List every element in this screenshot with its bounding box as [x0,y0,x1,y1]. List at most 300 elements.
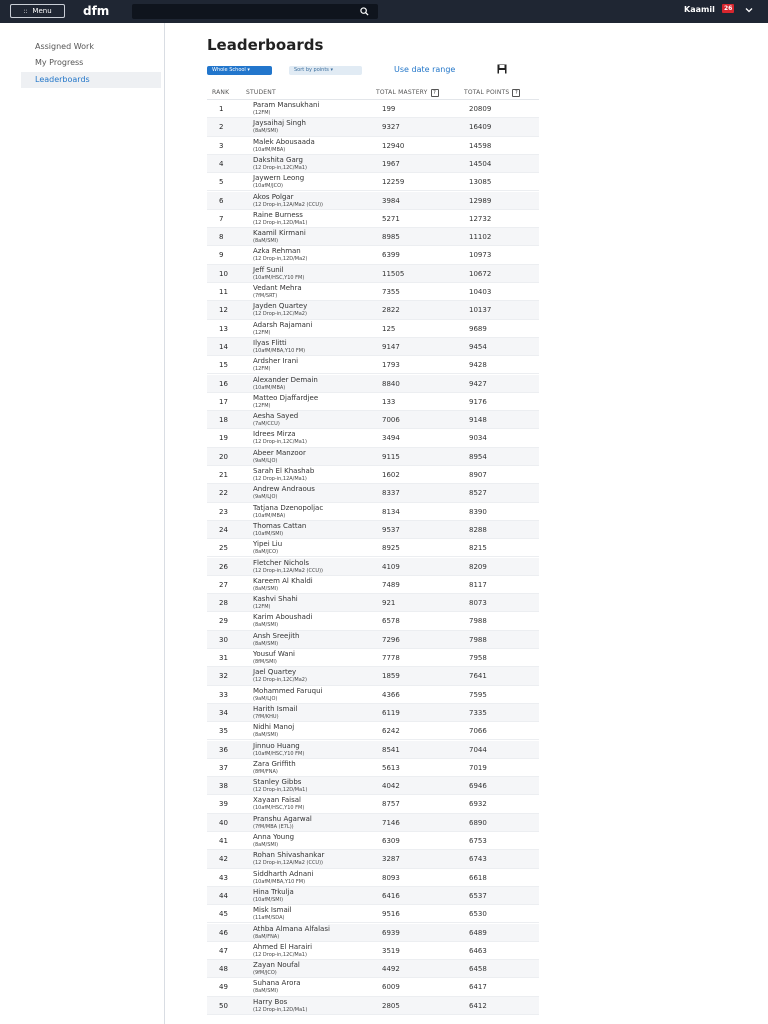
chevron-down-icon[interactable] [745,6,753,14]
mastery-cell: 7355 [382,288,400,296]
student-name: Kareem Al Khaldi [253,576,313,585]
student-group: (12FM) [253,329,271,336]
mastery-cell: 921 [382,599,396,608]
student-group: (11afM/SDA) [253,915,285,922]
student-name: Adarsh Rajamani [253,320,313,329]
rank-cell: 31 [219,654,228,662]
student-group: (10afM/MBA) [253,384,286,391]
student-name: Fletcher Nichols [253,558,310,567]
student-group: (10afM/MBA,Y10 FM) [253,878,306,885]
mastery-cell: 12940 [382,141,405,150]
student-name: Abeer Manzoor [253,448,306,457]
points-cell: 6530 [469,910,487,919]
points-cell: 8954 [469,452,487,461]
table-row [207,686,539,704]
points-cell: 6890 [469,818,487,827]
student-name: Yousuf Wani [253,650,295,658]
student-name: Ansh Sreejith [253,631,300,640]
table-row [207,466,539,484]
mastery-cell: 7006 [382,416,400,425]
mastery-cell: 1967 [382,159,400,168]
points-cell: 8209 [469,562,487,571]
rank-cell: 4 [219,159,224,168]
student-name: Idrees Mirza [253,430,296,439]
mastery-cell: 1793 [382,361,400,370]
points-cell: 7641 [469,672,487,681]
rank-cell: 34 [219,708,228,717]
student-name: Param Mansukhani [253,101,320,109]
rank-cell: 10 [219,269,228,278]
student-name: Nidhi Manoj [253,723,295,732]
student-name: Alexander Demain [253,375,318,384]
rank-cell: 19 [219,434,228,443]
table-row [207,484,539,502]
mastery-cell: 6578 [382,617,400,626]
mastery-cell: 8925 [382,544,400,553]
dropdown-icon: ▾ [330,67,334,73]
points-cell: 9428 [469,361,487,370]
points-cell: 9689 [469,324,487,333]
student-group: (12 Drop-in,12D/Ma1) [253,787,308,794]
table-row [207,356,539,374]
table-row [207,558,539,576]
mastery-cell: 6416 [382,891,400,900]
mastery-cell: 8985 [382,233,400,242]
mastery-cell: 6309 [382,837,400,845]
mastery-cell: 1602 [382,471,400,479]
mastery-cell: 2805 [382,1001,400,1010]
student-name: Ilyas Flitti [253,338,287,347]
table-row [207,429,539,447]
student-group: (10afM/JCO) [253,183,283,190]
table-row [207,265,539,283]
table-row [207,210,539,228]
table-row [207,612,539,630]
mastery-header-label: TOTAL MASTERY [376,89,428,96]
student-name: Dakshita Garg [253,155,303,164]
points-cell: 8073 [469,599,487,608]
student-name: Anna Young [253,833,295,841]
table-row [207,978,539,996]
points-cell: 7595 [469,690,487,699]
table-row [207,649,539,667]
rank-cell: 1 [219,105,224,113]
table-row [207,228,539,246]
student-group: (12FM) [253,366,271,373]
table-row [207,869,539,887]
table-row [207,832,539,850]
student-group: (8aM/SMI) [253,640,279,647]
student-name: Harith Ismail [253,704,298,713]
mastery-cell: 133 [382,397,396,406]
rank-cell: 36 [219,745,228,754]
page-title: Leaderboards [207,36,324,54]
points-cell: 10973 [469,251,492,260]
student-name: Yipei Liu [253,540,283,549]
table-row [207,448,539,466]
student-name: Zayan Noufal [253,961,300,970]
rank-cell: 50 [219,1001,228,1010]
mastery-cell: 6119 [382,708,400,717]
student-name: Jaywern Leong [253,174,305,183]
points-cell: 10137 [469,306,492,315]
student-name: Jayden Quartey [253,302,308,311]
student-name: Kaamil Kirmani [253,229,306,238]
student-group: (10afM/SMI) [253,530,284,537]
mastery-cell: 6242 [382,727,400,736]
student-name: Pranshu Agarwal [253,814,312,823]
mastery-cell: 9115 [382,452,400,461]
sidebar [0,23,165,1024]
student-name: Jeff Sunil [253,265,284,274]
points-cell: 6458 [469,965,487,974]
student-name: Harry Bos [253,997,288,1006]
points-cell: 6537 [469,891,487,900]
points-cell: 14504 [469,159,492,168]
rank-cell: 14 [219,342,228,351]
table-row [207,338,539,356]
table-row [207,887,539,905]
mastery-cell: 6399 [382,251,400,260]
notification-badge[interactable]: 26 [724,5,733,12]
student-group: (8aM/SMI) [253,622,279,629]
table-row [207,173,539,191]
student-group: (8aM/SMI) [253,238,279,245]
points-cell: 6932 [469,800,487,809]
user-name[interactable]: Kaamil [684,5,715,14]
student-name: Mohammed Faruqui [253,686,323,695]
mastery-cell: 5271 [382,214,400,223]
rank-cell: 17 [219,397,228,406]
rank-cell: 16 [219,379,228,388]
logo[interactable]: dfm [83,4,110,18]
student-name: Raine Burness [253,210,303,219]
student-group: (12FM) [253,110,271,116]
mastery-cell: 199 [382,105,396,113]
table-row [207,375,539,393]
student-group: (12 Drop-in,12A/Ma2 (CCU)) [253,567,323,574]
rank-cell: 42 [219,855,228,864]
rank-cell: 2 [219,123,224,132]
mastery-cell: 8757 [382,800,400,809]
table-row [207,960,539,978]
student-group: (12FM) [253,402,271,409]
points-cell: 7066 [469,727,487,736]
menu-button[interactable] [10,4,65,18]
student-name: Akos Polgar [253,192,294,201]
rank-cell: 39 [219,800,228,809]
rank-cell: 25 [219,544,228,553]
table-row [207,503,539,521]
rank-cell: 22 [219,489,228,498]
menu-grip-icon: :: [23,8,28,15]
student-group: (10afM/HSC,Y10 FM) [253,750,305,757]
mastery-cell: 4042 [382,782,400,791]
points-cell: 9034 [469,434,487,443]
rank-cell: 45 [219,910,228,919]
table-row [207,594,539,612]
points-cell: 6489 [469,928,487,937]
points-cell: 7019 [469,763,487,772]
rank-cell: 9 [219,251,224,260]
student-name: Jinnuo Huang [253,741,300,750]
student-name: Hina Trkulja [253,887,294,896]
table-row [207,631,539,649]
student-group: (9aM/LJO) [253,494,278,501]
rank-cell: 41 [219,837,228,845]
table-row [207,850,539,868]
table-row [207,777,539,795]
student-name: Jaysaihaj Singh [253,119,306,128]
points-help-icon[interactable]: ? [512,89,520,97]
student-group: (9fM/JCO) [253,970,277,977]
student-name: Tatjana Dzenopoljac [253,503,324,512]
student-group: (12FM) [253,604,271,611]
student-group: (7fM/SRT) [253,293,278,299]
student-group: (12 Drop-in,12C/Ma2) [253,677,307,684]
table-row [207,905,539,923]
table-row [207,283,539,301]
mastery-header [376,87,439,99]
mastery-cell: 125 [382,324,396,333]
student-group: (10afM/MBA,Y10 FM) [253,347,306,354]
table-header [207,87,539,100]
student-name: Zara Griffith [253,759,296,768]
mastery-cell: 8093 [382,873,400,882]
student-header: STUDENT [246,89,276,96]
student-group: (12 Drop-in,12D/Ma1) [253,1006,308,1013]
table-row [207,997,539,1015]
rank-cell: 3 [219,141,224,150]
mastery-cell: 8840 [382,379,400,388]
student-group: (10afM/MBA) [253,146,286,153]
student-name: Misk Ismail [253,906,292,915]
rank-cell: 40 [219,818,228,827]
points-cell: 8390 [469,507,487,516]
table-row [207,942,539,960]
table-row [207,741,539,759]
student-group: (12 Drop-in,12A/Ma2 (CCU)) [253,201,323,208]
student-group: (9aM/LJO) [253,695,278,702]
student-group: (7fM/KHU) [253,713,279,720]
rank-cell: 12 [219,306,228,315]
table-row [207,118,539,136]
mastery-cell: 3519 [382,946,400,955]
student-group: (8fM/SMI) [253,659,277,665]
mastery-cell: 8541 [382,745,400,754]
points-cell: 20809 [469,105,492,113]
student-name: Ardsher Irani [253,357,299,366]
school-filter-label: Whole School [212,67,246,73]
student-name: Karim Aboushadi [253,613,313,622]
sidebar-item-my-progress[interactable]: My Progress [35,58,84,67]
mastery-cell: 6939 [382,928,400,937]
student-group: (10afM/SMI) [253,896,284,903]
mastery-cell: 9516 [382,910,400,919]
table-row [207,100,539,118]
student-name: Matteo Djaffardjee [253,393,319,402]
top-bar [0,0,768,23]
rank-cell: 49 [219,983,228,992]
points-cell: 12732 [469,214,492,223]
save-icon[interactable] [497,64,507,74]
mastery-cell: 7778 [382,654,400,662]
student-name: Rohan Shivashankar [253,851,325,860]
student-name: Athba Almana Alfalasi [253,924,330,933]
mastery-cell: 9537 [382,525,400,534]
table-row [207,301,539,319]
mastery-cell: 4492 [382,965,400,974]
table-row [207,155,539,173]
points-cell: 8288 [469,525,487,534]
mastery-cell: 1859 [382,672,400,681]
table-row [207,722,539,740]
points-cell: 7044 [469,745,487,754]
rank-cell: 23 [219,507,228,516]
student-group: (10afM/MBA) [253,512,286,519]
points-cell: 7988 [469,617,487,626]
points-header-label: TOTAL POINTS [464,89,510,96]
points-cell: 16409 [469,123,492,132]
rank-cell: 13 [219,324,228,333]
date-range-link[interactable]: Use date range [394,65,456,74]
student-name: Jael Quartey [253,668,297,677]
rank-cell: 7 [219,214,224,223]
points-cell: 6946 [469,782,487,791]
mastery-cell: 7296 [382,635,400,644]
mastery-help-icon[interactable]: ? [431,89,439,97]
student-name: Ahmed El Harairi [253,942,313,951]
mastery-cell: 11505 [382,269,405,278]
rank-cell: 35 [219,727,228,736]
mastery-cell: 7489 [382,580,400,589]
rank-cell: 33 [219,690,228,699]
student-name: Siddharth Adnani [253,869,314,878]
student-group: (12 Drop-in,12C/Ma1) [253,164,307,171]
rank-cell: 27 [219,580,228,589]
school-filter-dropdown[interactable] [207,66,272,75]
student-group: (8aM/SMI) [253,732,279,739]
rank-cell: 47 [219,946,228,955]
sidebar-item-leaderboards[interactable]: Leaderboards [21,72,161,88]
dropdown-icon: ▾ [247,67,250,73]
student-group: (12 Drop-in,12D/Ma2) [253,256,308,263]
student-name: Kashvi Shahi [253,595,298,604]
rank-cell: 37 [219,763,228,772]
rank-cell: 5 [219,178,224,187]
mastery-cell: 6009 [382,983,400,992]
rank-cell: 28 [219,599,228,608]
mastery-cell: 7146 [382,818,400,827]
table-row [207,539,539,557]
table-row [207,704,539,722]
menu-label: Menu [32,7,52,15]
student-group: (7aM/CCU) [253,421,280,428]
points-cell: 9427 [469,379,487,388]
rank-cell: 18 [219,416,228,425]
student-group: (8aM/SMI) [253,842,279,848]
sidebar-item-assigned-work[interactable]: Assigned Work [35,42,94,51]
search-icon[interactable] [360,7,369,16]
points-cell: 6753 [469,837,487,845]
mastery-cell: 9327 [382,123,400,132]
rank-cell: 15 [219,361,228,370]
table-row [207,393,539,411]
table-row [207,814,539,832]
points-cell: 8907 [469,471,487,479]
table-row [207,137,539,155]
student-group: (7fM/MBA (E7L)) [253,823,294,830]
rank-header: RANK [212,89,230,96]
points-cell: 8117 [469,580,487,589]
student-name: Xayaan Faisal [253,796,301,805]
points-cell: 10672 [469,269,492,278]
rank-cell: 6 [219,196,224,205]
sort-dropdown[interactable] [289,66,362,75]
student-name: Stanley Gibbs [253,778,302,787]
student-group: (12 Drop-in,12C/Ma1) [253,439,307,446]
rank-cell: 20 [219,452,228,461]
student-name: Suhana Arora [253,979,301,988]
sort-label: Sort by points [294,67,329,73]
search-input[interactable] [132,4,378,19]
rank-cell: 43 [219,873,228,882]
points-cell: 6417 [469,983,487,992]
mastery-cell: 8134 [382,507,400,516]
mastery-cell: 3287 [382,855,400,864]
student-name: Malek Abousaada [253,137,315,146]
points-cell: 7988 [469,635,487,644]
points-cell: 12989 [469,196,492,205]
student-group: (12 Drop-in,12C/Ma2) [253,311,307,318]
rank-cell: 46 [219,928,228,937]
student-name: Azka Rehman [253,247,301,256]
student-group: (12 Drop-in,12A/Ma1) [253,476,307,482]
points-cell: 14598 [469,141,492,150]
points-cell: 8527 [469,489,487,498]
points-cell: 8215 [469,544,487,553]
student-name: Andrew Andraous [253,485,315,494]
student-group: (12 Drop-in,12A/Ma2 (CCU)) [253,860,323,867]
table-row [207,924,539,942]
student-name: Vedant Mehra [253,284,302,292]
student-group: (10afM/HSC,Y10 FM) [253,274,305,281]
rank-cell: 29 [219,617,228,626]
student-group: (8aM/SMI) [253,585,279,592]
points-cell: 7958 [469,654,487,662]
rank-cell: 21 [219,471,228,479]
points-cell: 6743 [469,855,487,864]
student-group: (8aM/SMI) [253,128,279,135]
points-cell: 6463 [469,946,487,955]
points-cell: 11102 [469,233,492,242]
rank-cell: 30 [219,635,228,644]
table-row [207,246,539,264]
points-cell: 10403 [469,288,492,296]
table-row [207,759,539,777]
table-row [207,795,539,813]
points-cell: 9176 [469,397,487,406]
mastery-cell: 5613 [382,763,400,772]
rank-cell: 32 [219,672,228,681]
student-name: Sarah El Khashab [253,467,315,475]
table-row [207,667,539,685]
rank-cell: 48 [219,965,228,974]
rank-cell: 24 [219,525,228,534]
table-row [207,576,539,594]
rank-cell: 38 [219,782,228,791]
points-header [464,87,520,99]
